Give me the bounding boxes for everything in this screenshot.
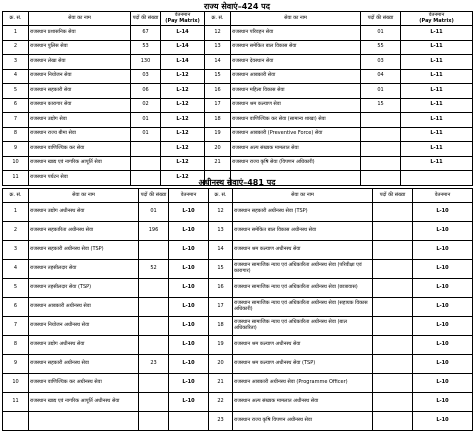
header-service-name: सेवा का नाम [29,12,131,26]
sno-cell: 9 [3,142,29,157]
header-pay-label-2: वेतनमान [428,11,445,18]
service-name-cell: राजस्थान तहसीलदार सेवा (TSP) [29,279,139,298]
service-name-cell: राजस्थान उद्योग सेवा [29,113,131,128]
table-row [3,156,473,171]
posts-cell: 03 [361,55,401,70]
sno-cell: 10 [3,156,29,171]
pay-cell: L-10 [169,298,209,317]
header-sno: क्र. सं. [3,12,29,26]
table-row [3,298,473,317]
posts-cell [139,241,169,260]
header-pay-matrix: (Pay Matrix) [165,17,200,24]
table-row [3,113,473,128]
service-name-cell: राजस्थान कारागार सेवा [29,98,131,113]
service-name-cell: राजस्थान वाणिज्यिक कर सेवा (सामान्य शाखा) सेवा [231,113,361,128]
pay-cell: L-12 [161,142,205,157]
pay-cell: L-10 [169,317,209,336]
header-posts: पदों की संख्या [139,189,169,203]
posts-cell [139,298,169,317]
pay-cell: L-12 [161,127,205,142]
pay-cell: L-10 [413,317,473,336]
pay-cell: L-10 [413,203,473,222]
service-name-cell: राजस्थान वाणिज्यिक कर सेवा [29,142,131,157]
table-row [3,203,473,222]
service-name-cell: राजस्थान समेकित बाल विकास अधीनस्थ सेवा [233,222,373,241]
sno-cell: 23 [209,412,233,431]
posts-cell [131,142,161,157]
table-row [3,84,473,99]
pay-cell: L-14 [161,40,205,55]
posts-cell [373,355,413,374]
pay-cell: L-10 [413,355,473,374]
header-pay-2: वेतनमान [413,189,473,203]
sno-cell: 14 [205,55,231,70]
service-name-cell: राजस्थान तहसीलदार सेवा [29,260,139,279]
service-name-cell: राजस्थान सहकारी सेवा [29,84,131,99]
service-name-cell: राजस्थान अल्प संख्यक मामलात अधीनस्थ सेवा [233,393,373,412]
service-name-cell: राजस्थान राज्य बीमा सेवा [29,127,131,142]
table-row [3,317,473,336]
service-name-cell: राजस्थान अल्प संख्यक मामलात सेवा [231,142,361,157]
service-name-cell: राजस्थान आबकारी अधीनस्थ सेवा (Programme Officer) [233,374,373,393]
table-row [3,241,473,260]
table-row [3,279,473,298]
posts-cell [139,374,169,393]
pay-cell: L-11 [401,142,473,157]
posts-cell [131,156,161,171]
service-name-cell: राजस्थान सहकारिता अधीनस्थ सेवा [29,222,139,241]
pay-cell: L-14 [161,26,205,41]
posts-cell: 196 [139,222,169,241]
sno-cell: 19 [205,127,231,142]
posts-cell [373,393,413,412]
posts-cell [373,203,413,222]
pay-cell: L-12 [161,84,205,99]
sno-cell: 7 [3,317,29,336]
posts-cell [139,317,169,336]
posts-cell: 15 [361,98,401,113]
pay-cell: L-12 [161,69,205,84]
posts-cell: 67 [131,26,161,41]
pay-cell: L-10 [169,393,209,412]
pay-cell: L-12 [161,171,205,186]
service-name-cell: राजस्थान पर्यटन सेवा [29,171,131,186]
sno-cell: 16 [209,279,233,298]
pay-cell: L-11 [401,98,473,113]
posts-cell [373,412,413,431]
header-pay-2 [401,12,473,26]
service-name-cell: राजस्थान सामाजिक न्याय एवं अधिकारिता अधीनस्थ सेवा (बाल अधिकारिता) [233,317,373,336]
posts-cell: 01 [131,113,161,128]
table-header-row [3,12,473,26]
pay-cell: L-10 [413,412,473,431]
sno-cell: 17 [209,298,233,317]
pay-cell: L-10 [413,260,473,279]
pay-cell: L-10 [169,336,209,355]
table-row [3,127,473,142]
sno-cell: 12 [205,26,231,41]
table-row [3,260,473,279]
table-row [3,412,473,431]
pay-cell: L-11 [401,26,473,41]
service-name-cell: राजस्थान पुलिस सेवा [29,40,131,55]
pay-cell: L-11 [401,113,473,128]
subordinate-services-table [2,188,473,431]
sno-cell: 6 [3,298,29,317]
pay-cell: L-12 [161,156,205,171]
header-service-name-2: सेवा का नाम [233,189,373,203]
table-row [3,222,473,241]
sno-cell: 2 [3,40,29,55]
service-name-cell: राजस्थान सामाजिक न्याय एवं अधिकारिता अधीनस्थ सेवा (सहायक विकास अधिकारी) [233,298,373,317]
service-name-cell: राजस्थान वाणिज्यिक कर अधीनस्थ सेवा [29,374,139,393]
service-name-cell: राजस्थान आबकारी सेवा [231,69,361,84]
table-row [3,69,473,84]
sno-cell: 21 [205,156,231,171]
sno-cell: 1 [3,26,29,41]
sno-cell: 21 [209,374,233,393]
service-name-cell: राजस्थान प्रशासनिक सेवा [29,26,131,41]
pay-cell: L-10 [169,241,209,260]
posts-cell: 02 [131,98,161,113]
posts-cell: 55 [361,40,401,55]
header-pay: वेतनमान [169,189,209,203]
service-name-cell: राजस्थान राज्य कृषि विपणन अधीनस्थ सेवा [233,412,373,431]
table-row [3,393,473,412]
sno-cell: 8 [3,336,29,355]
sno-cell: 9 [3,355,29,374]
posts-cell: 01 [361,84,401,99]
pay-cell: L-10 [169,355,209,374]
pay-cell: L-10 [169,203,209,222]
service-name-cell: राजस्थान श्रम कल्याण अधीनस्थ सेवा (TSP) [233,355,373,374]
sno-cell: 7 [3,113,29,128]
posts-cell [373,279,413,298]
table-row [3,40,473,55]
sno-cell: 3 [3,241,29,260]
posts-cell [373,317,413,336]
service-name-cell: राजस्थान आबकारी (Preventive Force) सेवा [231,127,361,142]
sno-cell: 10 [3,374,29,393]
service-name-cell: राजस्थान महिला विकास सेवा [231,84,361,99]
sno-cell: 17 [205,98,231,113]
sno-cell: 4 [3,260,29,279]
state-services-table [2,11,473,186]
service-name-cell: राजस्थान आबकारी अधीनस्थ सेवा [29,298,139,317]
pay-cell: L-10 [413,279,473,298]
posts-cell [361,142,401,157]
service-name-cell: राजस्थान सामाजिक न्याय एवं अधिकारिता अधीनस्थ सेवा (परिवीक्षा एवं कारागार) [233,260,373,279]
posts-cell [139,393,169,412]
sno-cell: 12 [209,203,233,222]
sno-cell: 15 [205,69,231,84]
pay-cell: L-12 [161,98,205,113]
service-name-cell: राजस्थान श्रम कल्याण अधीनस्थ सेवा [233,241,373,260]
posts-cell [373,298,413,317]
posts-cell [361,127,401,142]
service-name-cell: राजस्थान सामाजिक न्याय एवं अधिकारिता अधीनस्थ सेवा (छात्रावास) [233,279,373,298]
service-name-cell: राजस्थान देवस्थान सेवा [231,55,361,70]
pay-cell: L-11 [401,127,473,142]
table-row [3,55,473,70]
pay-cell: L-12 [161,113,205,128]
service-name-cell: राजस्थान परिवहन सेवा [231,26,361,41]
service-name-cell [29,412,139,431]
posts-cell [373,222,413,241]
posts-cell [139,336,169,355]
pay-cell: L-11 [401,69,473,84]
service-name-cell: राजस्थान नियोजन सेवा [29,69,131,84]
table-row [3,142,473,157]
pay-cell: L-10 [169,279,209,298]
sno-cell: 20 [209,355,233,374]
header-service-name-2: सेवा का नाम [231,12,361,26]
sno-cell: 8 [3,127,29,142]
sno-cell: 22 [209,393,233,412]
service-name-cell: राजस्थान लेखा सेवा [29,55,131,70]
header-pay-label: वेतनमान [174,11,191,18]
sno-cell: 14 [209,241,233,260]
posts-cell [139,412,169,431]
sno-cell: 18 [205,113,231,128]
header-sno-2: क्र. सं. [205,12,231,26]
posts-cell [373,336,413,355]
pay-cell: L-10 [413,336,473,355]
service-name-cell: राजस्थान श्रम कल्याण अधीनस्थ सेवा [233,336,373,355]
posts-cell [139,279,169,298]
service-name-cell: राजस्थान समेकित बाल विकास सेवा [231,40,361,55]
service-name-cell: राजस्थान श्रम कल्याण सेवा [231,98,361,113]
pay-cell: L-10 [413,298,473,317]
section2-title: अधीनस्थ सेवाएं–481 पद [198,178,276,187]
table-row [3,355,473,374]
sno-cell: 15 [209,260,233,279]
pay-cell: L-10 [413,374,473,393]
posts-cell: 130 [131,55,161,70]
service-name-cell: राजस्थान सहकारी अधीनस्थ सेवा (TSP) [29,241,139,260]
header-sno: क्र. सं. [3,189,29,203]
sno-cell: 11 [3,393,29,412]
pay-cell: L-10 [413,222,473,241]
pay-cell [169,412,209,431]
header-posts: पदों की संख्या [131,12,161,26]
header-pay-matrix-2: (Pay Matrix) [419,17,454,24]
sno-cell: 5 [3,279,29,298]
header-service-name: सेवा का नाम [29,189,139,203]
pay-cell: L-11 [401,156,473,171]
posts-cell: 01 [139,203,169,222]
service-name-cell: राजस्थान राज्य कृषि सेवा (विपणन अधिकारी) [231,156,361,171]
sno-cell: 19 [209,336,233,355]
table-row [3,98,473,113]
sno-cell: 13 [205,40,231,55]
posts-cell: 06 [131,84,161,99]
posts-cell [373,260,413,279]
pay-cell: L-10 [169,374,209,393]
pay-cell: L-11 [401,55,473,70]
table-row [3,26,473,41]
header-sno-2: क्र. सं. [209,189,233,203]
posts-cell: 01 [131,127,161,142]
service-name-cell: राजस्थान नियोजन अधीनस्थ सेवा [29,317,139,336]
sno-cell: 3 [3,55,29,70]
service-name-cell: राजस्थान उद्योग अधीनस्थ सेवा [29,336,139,355]
pay-cell: L-11 [401,40,473,55]
header-posts-2: पदों की संख्या [373,189,413,203]
service-name-cell: राजस्थान सहकारी अधीनस्थ सेवा (TSP) [233,203,373,222]
header-posts-2: पदों की संख्या [361,12,401,26]
posts-cell [373,241,413,260]
posts-cell: 04 [361,69,401,84]
service-name-cell: राजस्थान खाद्य एवं नागरिक आपूर्ति अधीनस्थ सेवा [29,393,139,412]
pay-cell: L-10 [413,393,473,412]
posts-cell: 03 [131,69,161,84]
pay-cell: L-11 [401,84,473,99]
pay-cell: L-10 [169,222,209,241]
posts-cell: 23 [139,355,169,374]
posts-cell: 53 [131,40,161,55]
posts-cell [361,156,401,171]
sno-cell: 5 [3,84,29,99]
posts-cell [361,113,401,128]
header-pay [161,12,205,26]
sno-cell: 2 [3,222,29,241]
sno-cell: 6 [3,98,29,113]
service-name-cell: राजस्थान उद्योग अधीनस्थ सेवा [29,203,139,222]
service-name-cell: राजस्थान खाद्य एवं नागरिक आपूर्ति सेवा [29,156,131,171]
table-row [3,336,473,355]
sno-cell: 11 [3,171,29,186]
sno-cell: 1 [3,203,29,222]
pay-cell: L-10 [413,241,473,260]
pay-cell: L-14 [161,55,205,70]
sno-cell: 4 [3,69,29,84]
table-row [3,374,473,393]
pay-cell: L-10 [169,260,209,279]
section1-title: राज्य सेवाएं–424 पद [204,2,270,11]
sno-cell: 20 [205,142,231,157]
service-name-cell: राजस्थान सहकारी अधीनस्थ सेवा [29,355,139,374]
sno-cell: 16 [205,84,231,99]
posts-cell: 01 [361,26,401,41]
posts-cell: 52 [139,260,169,279]
sno-cell [3,412,29,431]
sno-cell: 18 [209,317,233,336]
sno-cell: 13 [209,222,233,241]
table-header-row [3,189,473,203]
posts-cell [373,374,413,393]
